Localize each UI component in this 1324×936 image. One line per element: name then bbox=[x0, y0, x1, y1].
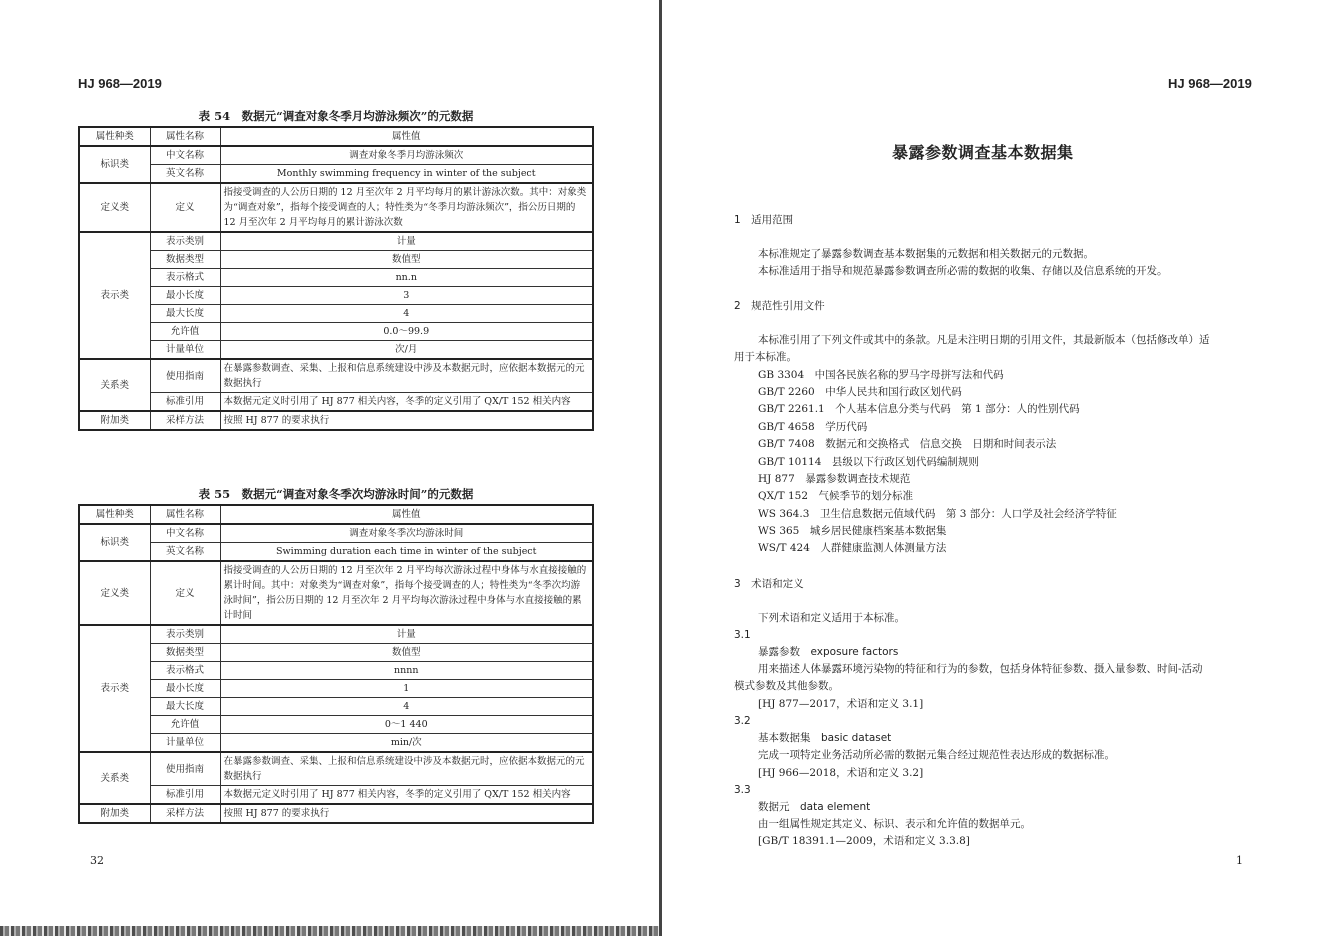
attribute-value-cell: 计量 bbox=[220, 625, 593, 644]
table-header-row bbox=[79, 505, 593, 524]
table-row bbox=[79, 543, 593, 562]
reference-item: GB/T 10114 县级以下行政区划代码编制规则 bbox=[758, 456, 979, 468]
attribute-value-cell: 计量 bbox=[220, 232, 593, 251]
table-row bbox=[79, 411, 593, 430]
attribute-name-cell: 采样方法 bbox=[150, 804, 220, 823]
table-row bbox=[79, 716, 593, 734]
scan-edge-artifact bbox=[0, 926, 660, 936]
table-row bbox=[79, 734, 593, 753]
attribute-value-cell: 在暴露参数调查、采集、上报和信息系统建设中涉及本数据元时，应依据本数据元的元数据执行 bbox=[220, 752, 593, 786]
attribute-name-cell: 允许值 bbox=[150, 323, 220, 341]
table-row bbox=[79, 341, 593, 360]
reference-item: WS/T 424 人群健康监测人体测量方法 bbox=[758, 542, 947, 554]
right-page-header: HJ 968—2019 bbox=[1168, 76, 1252, 91]
attribute-value-cell: 数值型 bbox=[220, 644, 593, 662]
table-row bbox=[79, 359, 593, 393]
table-row bbox=[79, 287, 593, 305]
header-cell: 属性种类 bbox=[79, 505, 150, 524]
attribute-value-cell: 调查对象冬季月均游泳频次 bbox=[220, 146, 593, 165]
attribute-name-cell: 数据类型 bbox=[150, 644, 220, 662]
table-row bbox=[79, 146, 593, 165]
table-row bbox=[79, 524, 593, 543]
term-3-1-title: 暴露参数 exposure factors bbox=[758, 646, 899, 658]
category-cell: 附加类 bbox=[79, 804, 150, 823]
section-2-heading: 2 规范性引用文件 bbox=[734, 300, 825, 312]
table-row bbox=[79, 183, 593, 232]
table-row bbox=[79, 752, 593, 786]
attribute-value-cell: Monthly swimming frequency in winter of the subject bbox=[220, 165, 593, 184]
category-cell: 表示类 bbox=[79, 232, 150, 359]
attribute-value-cell: 指接受调查的人公历日期的 12 月至次年 2 月平均每月的累计游泳次数。其中：对象类为“调查对象”，指每个接受调查的人；特性类为“冬季月均游泳频次”，指公历日期的 12 月至次年 2 月平均每月的累计游泳次数 bbox=[220, 183, 593, 232]
attribute-name-cell: 表示格式 bbox=[150, 662, 220, 680]
attribute-value-cell: nnnn bbox=[220, 662, 593, 680]
table-55 bbox=[78, 504, 594, 824]
attribute-value-cell: 本数据元定义时引用了 HJ 877 相关内容，冬季的定义引用了 QX/T 152 相关内容 bbox=[220, 393, 593, 412]
right-page-number: 1 bbox=[1236, 854, 1243, 867]
attribute-name-cell: 使用指南 bbox=[150, 359, 220, 393]
reference-item: WS 364.3 卫生信息数据元值域代码 第 3 部分：人口学及社会经济学特征 bbox=[758, 508, 1117, 520]
section-2-paragraph-line-2: 用于本标准。 bbox=[734, 351, 797, 363]
table-row bbox=[79, 680, 593, 698]
section-1-heading: 1 适用范围 bbox=[734, 214, 794, 226]
attribute-name-cell: 计量单位 bbox=[150, 341, 220, 360]
header-cell: 属性值 bbox=[220, 127, 593, 146]
table-row bbox=[79, 804, 593, 823]
table-row bbox=[79, 323, 593, 341]
term-3-3-number: 3.3 bbox=[734, 784, 751, 796]
attribute-value-cell: 按照 HJ 877 的要求执行 bbox=[220, 411, 593, 430]
term-3-2-number: 3.2 bbox=[734, 715, 751, 727]
attribute-name-cell: 最小长度 bbox=[150, 680, 220, 698]
attribute-name-cell: 计量单位 bbox=[150, 734, 220, 753]
header-cell: 属性名称 bbox=[150, 127, 220, 146]
category-cell: 关系类 bbox=[79, 752, 150, 804]
attribute-name-cell: 采样方法 bbox=[150, 411, 220, 430]
table-row bbox=[79, 165, 593, 184]
attribute-name-cell: 最大长度 bbox=[150, 305, 220, 323]
attribute-value-cell: 调查对象冬季次均游泳时间 bbox=[220, 524, 593, 543]
attribute-name-cell: 中文名称 bbox=[150, 146, 220, 165]
term-3-2-definition: 完成一项特定业务活动所必需的数据元集合经过规范性表达形成的数据标准。 bbox=[758, 749, 1115, 761]
attribute-value-cell: 0～1 440 bbox=[220, 716, 593, 734]
term-3-1-definition-line-2: 模式参数及其他参数。 bbox=[734, 680, 839, 692]
table-row bbox=[79, 662, 593, 680]
reference-item: GB/T 4658 学历代码 bbox=[758, 421, 868, 433]
section-1-paragraph-2: 本标准适用于指导和规范暴露参数调查所必需的数据的收集、存储以及信息系统的开发。 bbox=[758, 265, 1168, 277]
attribute-name-cell: 定义 bbox=[150, 561, 220, 625]
reference-item: GB 3304 中国各民族名称的罗马字母拼写法和代码 bbox=[758, 369, 1004, 381]
category-cell: 定义类 bbox=[79, 183, 150, 232]
attribute-value-cell: nn.n bbox=[220, 269, 593, 287]
attribute-value-cell: 0.0～99.9 bbox=[220, 323, 593, 341]
header-cell: 属性值 bbox=[220, 505, 593, 524]
attribute-name-cell: 标准引用 bbox=[150, 786, 220, 805]
term-3-1-number: 3.1 bbox=[734, 629, 751, 641]
reference-item: GB/T 2261.1 个人基本信息分类与代码 第 1 部分：人的性别代码 bbox=[758, 403, 1080, 415]
attribute-value-cell: 数值型 bbox=[220, 251, 593, 269]
table-55-caption: 表 55 数据元“调查对象冬季次均游泳时间”的元数据 bbox=[198, 487, 474, 501]
table-row bbox=[79, 232, 593, 251]
attribute-name-cell: 允许值 bbox=[150, 716, 220, 734]
term-3-3-definition: 由一组属性规定其定义、标识、表示和允许值的数据单元。 bbox=[758, 818, 1031, 830]
attribute-value-cell: 4 bbox=[220, 305, 593, 323]
term-3-1-definition-line-1: 用来描述人体暴露环境污染物的特征和行为的参数，包括身体特征参数、摄入量参数、时间-活动 bbox=[758, 663, 1203, 675]
category-cell: 标识类 bbox=[79, 524, 150, 561]
section-2-paragraph-line-1: 本标准引用了下列文件或其中的条款。凡是未注明日期的引用文件，其最新版本（包括修改单）适 bbox=[758, 334, 1210, 346]
attribute-value-cell: 本数据元定义时引用了 HJ 877 相关内容，冬季的定义引用了 QX/T 152 相关内容 bbox=[220, 786, 593, 805]
attribute-value-cell: 3 bbox=[220, 287, 593, 305]
attribute-name-cell: 数据类型 bbox=[150, 251, 220, 269]
table-header-row bbox=[79, 127, 593, 146]
category-cell: 标识类 bbox=[79, 146, 150, 183]
attribute-value-cell: min/次 bbox=[220, 734, 593, 753]
reference-item: GB/T 7408 数据元和交换格式 信息交换 日期和时间表示法 bbox=[758, 438, 1057, 450]
table-row bbox=[79, 698, 593, 716]
attribute-value-cell: Swimming duration each time in winter of the subject bbox=[220, 543, 593, 562]
attribute-name-cell: 使用指南 bbox=[150, 752, 220, 786]
attribute-value-cell: 次/月 bbox=[220, 341, 593, 360]
attribute-value-cell: 指接受调查的人公历日期的 12 月至次年 2 月平均每次游泳过程中身体与水直接接触的累计时间。其中：对象类为“调查对象”，指每个接受调查的人；特性类为“冬季次均游泳时间”，指公历日期的 12 月至次年 2 月平均每次游泳过程中身体与水直接接触的累计时间 bbox=[220, 561, 593, 625]
term-3-1-source: [HJ 877—2017，术语和定义 3.1] bbox=[758, 698, 924, 710]
attribute-name-cell: 标准引用 bbox=[150, 393, 220, 412]
attribute-value-cell: 在暴露参数调查、采集、上报和信息系统建设中涉及本数据元时，应依据本数据元的元数据执行 bbox=[220, 359, 593, 393]
term-3-2-source: [HJ 966—2018，术语和定义 3.2] bbox=[758, 767, 924, 779]
header-cell: 属性名称 bbox=[150, 505, 220, 524]
attribute-name-cell: 表示类别 bbox=[150, 625, 220, 644]
attribute-name-cell: 英文名称 bbox=[150, 165, 220, 184]
attribute-value-cell: 1 bbox=[220, 680, 593, 698]
table-54-caption: 表 54 数据元“调查对象冬季月均游泳频次”的元数据 bbox=[198, 109, 474, 123]
term-3-3-source: [GB/T 18391.1—2009，术语和定义 3.3.8] bbox=[758, 835, 970, 847]
attribute-name-cell: 最小长度 bbox=[150, 287, 220, 305]
reference-item: HJ 877 暴露参数调查技术规范 bbox=[758, 473, 911, 485]
right-page bbox=[662, 0, 1324, 936]
table-54 bbox=[78, 126, 594, 431]
reference-item: GB/T 2260 中华人民共和国行政区划代码 bbox=[758, 386, 962, 398]
table-row bbox=[79, 561, 593, 625]
section-3-heading: 3 术语和定义 bbox=[734, 578, 804, 590]
category-cell: 附加类 bbox=[79, 411, 150, 430]
attribute-value-cell: 4 bbox=[220, 698, 593, 716]
attribute-name-cell: 表示格式 bbox=[150, 269, 220, 287]
table-row bbox=[79, 269, 593, 287]
attribute-name-cell: 定义 bbox=[150, 183, 220, 232]
table-row bbox=[79, 625, 593, 644]
category-cell: 关系类 bbox=[79, 359, 150, 411]
section-1-paragraph-1: 本标准规定了暴露参数调查基本数据集的元数据和相关数据元的元数据。 bbox=[758, 248, 1094, 260]
table-row bbox=[79, 393, 593, 412]
category-cell: 表示类 bbox=[79, 625, 150, 752]
table-row bbox=[79, 251, 593, 269]
left-page-header: HJ 968—2019 bbox=[78, 76, 162, 91]
left-page bbox=[0, 0, 660, 936]
reference-item: WS 365 城乡居民健康档案基本数据集 bbox=[758, 525, 947, 537]
table-row bbox=[79, 786, 593, 805]
left-page-number: 32 bbox=[90, 854, 104, 867]
header-cell: 属性种类 bbox=[79, 127, 150, 146]
term-3-2-title: 基本数据集 basic dataset bbox=[758, 732, 892, 744]
attribute-name-cell: 最大长度 bbox=[150, 698, 220, 716]
table-row bbox=[79, 644, 593, 662]
table-row bbox=[79, 305, 593, 323]
attribute-name-cell: 表示类别 bbox=[150, 232, 220, 251]
reference-item: QX/T 152 气候季节的划分标准 bbox=[758, 490, 914, 502]
attribute-name-cell: 英文名称 bbox=[150, 543, 220, 562]
document-title: 暴露参数调查基本数据集 bbox=[892, 143, 1074, 162]
category-cell: 定义类 bbox=[79, 561, 150, 625]
attribute-value-cell: 按照 HJ 877 的要求执行 bbox=[220, 804, 593, 823]
term-3-3-title: 数据元 data element bbox=[758, 801, 871, 813]
attribute-name-cell: 中文名称 bbox=[150, 524, 220, 543]
section-3-intro: 下列术语和定义适用于本标准。 bbox=[758, 612, 905, 624]
